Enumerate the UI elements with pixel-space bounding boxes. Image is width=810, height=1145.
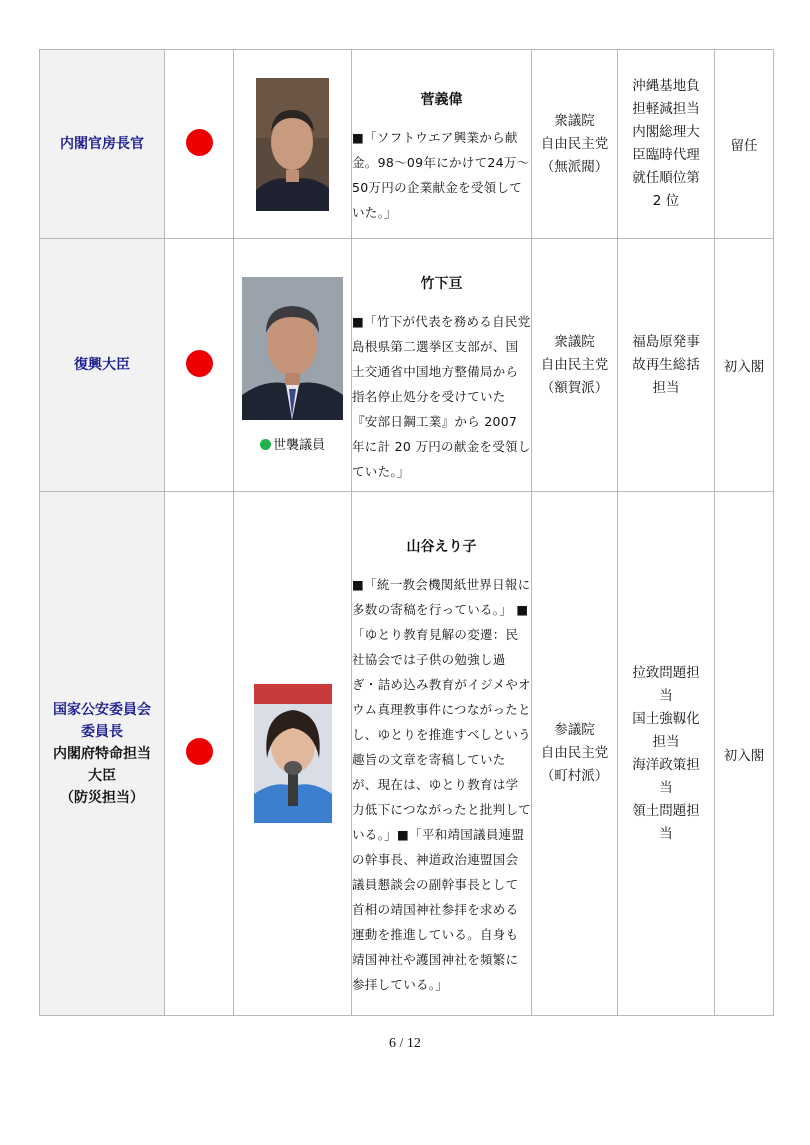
portfolio-line: 当 [659, 687, 673, 704]
post-title: （防災担当） [60, 789, 144, 806]
status-cell [715, 492, 774, 1016]
portfolio-line: 故再生総括 [632, 356, 700, 373]
page-number: 6 / 12 [389, 1036, 421, 1051]
info-cell [352, 50, 532, 239]
portfolio-line: 就任順位第 [632, 170, 700, 186]
status-text: 初入閣 [723, 359, 765, 375]
portfolio-line: 担当 [652, 733, 680, 750]
post-title: 内閣府特命担当 [53, 745, 151, 762]
portfolio-line: 海洋政策担 [632, 756, 700, 773]
portfolio-line: 臣臨時代理 [632, 147, 700, 163]
minister-name: 竹下亘 [420, 275, 463, 292]
minister-name: 山谷えり子 [406, 539, 477, 555]
post-cell [40, 492, 165, 1016]
description-text: ■「ソフトウエア興業から献金。98～09年にかけて24万～50万円の企業献金を受領していた。」 [352, 130, 530, 220]
portfolio-line: 内閣総理大 [632, 124, 700, 140]
faction-line: （無派閥） [540, 158, 609, 175]
table-row [40, 239, 774, 492]
party-line: 自由民主党 [540, 745, 609, 761]
red-circle-mark [186, 350, 213, 377]
green-circle-mark [260, 439, 271, 450]
portfolio-line: 国土強靱化 [632, 710, 700, 727]
mark-cell [165, 50, 234, 239]
portrait-photo [256, 78, 329, 211]
table-row [40, 50, 774, 239]
party-line: 自由民主党 [540, 135, 609, 152]
house-line: 衆議院 [554, 333, 595, 350]
portfolio-line: 沖縄基地負 [632, 78, 700, 94]
status-cell [715, 239, 774, 492]
portfolio-line: 担当 [652, 379, 680, 396]
portfolio-cell [618, 239, 715, 492]
portfolio-line: 2 位 [652, 193, 680, 209]
info-cell [352, 239, 532, 492]
portfolio-line: 担軽減担当 [632, 101, 700, 117]
photo-cell [234, 492, 352, 1016]
post-title: 内閣官房長官 [60, 136, 144, 152]
post-cell [40, 50, 165, 239]
portfolio-line: 領土問題担 [632, 802, 700, 819]
portfolio-cell [618, 492, 715, 1016]
post-cell [40, 239, 165, 492]
hereditary-text: 世襲議員 [272, 438, 325, 453]
info-cell [352, 492, 532, 1016]
portrait-photo [242, 277, 343, 420]
photo-cell [234, 50, 352, 239]
party-line: 自由民主党 [540, 356, 609, 373]
table-row [40, 492, 774, 1016]
house-cell [532, 492, 618, 1016]
red-circle-mark [186, 738, 213, 765]
post-title: 国家公安委員会 [53, 701, 151, 718]
faction-line: （町村派） [540, 768, 609, 784]
post-title: 大臣 [88, 767, 116, 784]
post-title: 委員長 [81, 723, 123, 740]
house-line: 衆議院 [554, 112, 595, 129]
portfolio-cell [618, 50, 715, 239]
photo-cell [234, 239, 352, 492]
minister-name: 菅義偉 [420, 92, 463, 108]
house-cell [532, 239, 618, 492]
house-line: 参議院 [554, 722, 595, 738]
house-cell [532, 50, 618, 239]
red-circle-mark [186, 129, 213, 156]
status-cell [715, 50, 774, 239]
portrait-photo [254, 684, 332, 823]
mark-cell [165, 239, 234, 492]
cabinet-table [39, 49, 774, 1016]
post-title: 復興大臣 [74, 357, 130, 373]
portfolio-line: 当 [659, 825, 673, 842]
portfolio-line: 当 [659, 779, 673, 796]
status-text: 留任 [730, 138, 758, 154]
hereditary-label [234, 434, 351, 453]
faction-line: （額賀派） [540, 379, 609, 396]
description-text: ■「竹下が代表を務める自民党島根県第二選挙区支部が、国土交通省中国地方整備局から指名停止処分を受けていた『安部日鋼工業』から 2007 年に計 20 万円の献金を受領していた。」 [352, 313, 531, 479]
portfolio-line: 拉致問題担 [632, 664, 700, 681]
description-text: ■「統一教会機関紙世界日報に多数の寄稿を行っている。」 ■「ゆとり教育見解の変遷：民社協会では子供の勉強し過ぎ・詰め込み教育がイジメやオウム真理教事件につながったとし、ゆとりを推進すべしという趣旨の文章を寄稿していたが、現在は、ゆとり教育は学力低下につながったと批判している。」■「平和靖国議員連盟の幹事長、神道政治連盟国会議員懇談会の副幹事長として首相の靖国神社参拝を求める運動を推進している。自身も靖国神社や護国神社を頻繁に参拝している。」 [352, 577, 531, 992]
mark-cell [165, 492, 234, 1016]
portfolio-line: 福島原発事 [632, 333, 700, 350]
status-text: 初入閣 [723, 747, 765, 764]
